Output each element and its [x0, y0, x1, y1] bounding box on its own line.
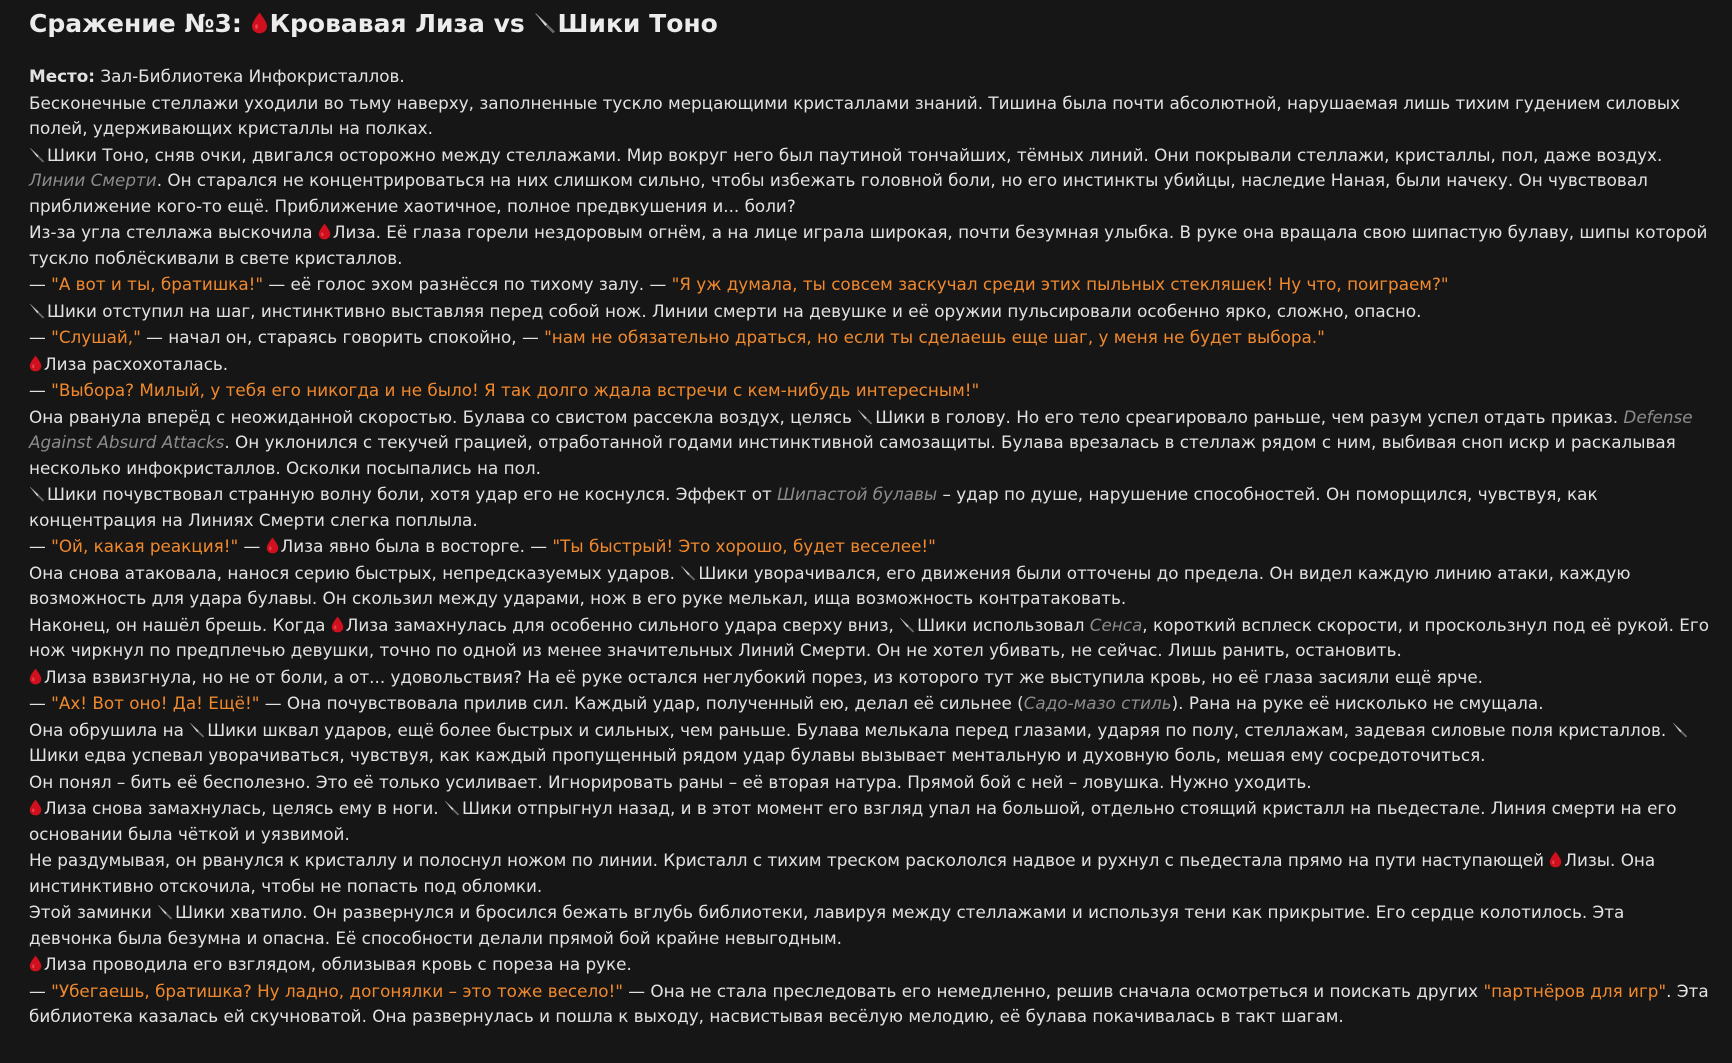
narration-text: Она рванула вперёд с неожиданной скоростью. Булава со свистом рассекла воздух, целясь [29, 406, 858, 427]
story-paragraph [29, 613, 1712, 664]
narration-text: — [29, 693, 52, 713]
location-label: Место: [29, 66, 95, 86]
story-paragraph [29, 220, 1712, 271]
ability-name: Шипастой булавы [777, 484, 938, 504]
story-paragraph [29, 665, 1712, 691]
blood-drop-icon [29, 668, 42, 685]
story-paragraph [29, 482, 1712, 533]
story-paragraph [29, 352, 1712, 378]
story-paragraph [29, 770, 1712, 796]
blood-drop-icon [29, 355, 42, 372]
narration-text: — её голос эхом разнёсся по тихому залу. — [263, 274, 672, 294]
narration-text: Лиза снова замахнулась, целясь ему в ноги. [44, 798, 444, 818]
narration-text: Лиза взвизгнула, но не от боли, а от... удовольствия? На её руке остался неглубокий порез, из которого тут же выступила кровь, но её глаза засияли ещё ярче. [44, 666, 1483, 687]
dialogue-quote: "Ты быстрый! Это хорошо, будет веселее!" [552, 536, 936, 556]
narration-text: Шики использовал [917, 614, 1090, 635]
blood-drop-icon [331, 616, 344, 633]
narration-text: . Он старался не концентрироваться на них слишком сильно, чтобы избежать головной боли, но его инстинкты убийцы, наследие Наная, были начеку. Он чувствовал приближение кого-то ещё. Приближение хаотичное, полное предвкушения и... боли? [29, 170, 1648, 216]
narration-text: Шики в голову. Но его тело среагировало раньше, чем разум успел отдать приказ. [875, 406, 1624, 427]
story-paragraph [29, 952, 1712, 978]
dialogue-quote: "нам не обязательно драться, но если ты сделаешь еще шаг, у меня не будет выбора." [544, 327, 1325, 347]
knife-icon [29, 303, 45, 319]
story-paragraph [29, 979, 1712, 1030]
blood-drop-icon [1549, 851, 1562, 868]
narration-text: . Эта библиотека казалась ей скучноватой. Она развернулась и пошла к выходу, насвистывая весёлую мелодию, её булава покачивалась в такт шагам. [29, 980, 1709, 1026]
narration-text: Зал-Библиотека Инфокристаллов. [95, 66, 405, 86]
title-prefix: Сражение №3: [29, 9, 242, 38]
story-paragraph [29, 718, 1712, 769]
dialogue-quote: "Выбора? Милый, у тебя его никогда и не было! Я так долго ждала встречи с кем-нибудь интересным!" [51, 380, 980, 400]
story-paragraph [29, 691, 1712, 717]
narration-text: Лиза проводила его взглядом, облизывая кровь с пореза на руке. [44, 954, 632, 974]
narration-text: Лиза расхохоталась. [44, 353, 229, 374]
story-paragraph [29, 272, 1712, 298]
knife-icon [157, 904, 173, 920]
dialogue-quote: "Ах! Вот оно! Да! Ещё!" [51, 693, 260, 713]
narration-text: Шики хватило. Он развернулся и бросился бежать вглубь библиотеки, лавируя между стеллажами и используя тени как прикрытие. Его сердце колотилось. Эта девчонка была безумна и опасна. Её способности делали прямой бой крайне невыгодным. [29, 902, 1625, 948]
knife-icon [534, 12, 556, 34]
knife-icon [899, 617, 915, 633]
narration-text: Он понял – бить её бесполезно. Это её только усиливает. Игнорировать раны – её вторая натура. Прямой бой с ней – ловушка. Нужно уходить. [29, 771, 1312, 792]
ability-name: Сенса [1089, 614, 1143, 635]
dialogue-quote: "партнёров для игр" [1483, 980, 1667, 1001]
story-paragraph [29, 325, 1712, 351]
story-paragraph [29, 143, 1712, 220]
ability-name: Линии Смерти [29, 170, 157, 190]
story-paragraph [29, 91, 1712, 142]
battle-title [29, 8, 1712, 40]
narration-text: Не раздумывая, он рванулся к кристаллу и полоснул ножом по линии. Кристалл с тихим треском раскололся надвое и рухнул с пьедестала прямо на пути наступающей [29, 850, 1550, 870]
blood-drop-icon [318, 223, 331, 240]
narration-text: Шики почувствовал странную волну боли, хотя удар его не коснулся. Эффект от [47, 484, 778, 504]
knife-icon [444, 800, 460, 816]
narration-text: — [29, 274, 52, 294]
narration-text: — [29, 980, 52, 1001]
story-paragraph [29, 378, 1712, 404]
story-paragraph [29, 299, 1712, 325]
narration-text: Шики шквал ударов, ещё более быстрых и сильных, чем раньше. Булава мелькала перед глазами, ударяя по полу, стеллажам, задевая силовые поля кристаллов. [207, 719, 1672, 740]
dialogue-quote: "Слушай," [51, 327, 141, 347]
fighter-shiki-name: Шики Тоно [557, 9, 718, 38]
narration-text: — Она почувствовала прилив сил. Каждый удар, полученный ею, делал её сильнее ( [259, 693, 1024, 713]
narration-text: Лиза. Её глаза горели нездоровым огнём, а на лице играла широкая, почти безумная улыбка. В руке она вращала свою шипастую булаву, шипы которой тускло поблёскивали в свете кристаллов. [29, 222, 1708, 268]
narration-text: Шики отступил на шаг, инстинктивно выставляя перед собой нож. Линии смерти на девушке и её оружии пульсировали особенно ярко, сложно, опасно. [47, 300, 1422, 321]
narration-text: — [29, 380, 52, 400]
narration-text: . Он уклонился с текучей грацией, отработанной годами инстинктивной самозащиты. Булава врезалась в стеллаж рядом с ним, выбивая сноп искр и раскалывая несколько инфокристаллов. Осколки посыпались на пол. [29, 432, 1676, 478]
ability-name: Defense Against Absurd Attacks [29, 406, 1693, 452]
blood-drop-icon [29, 799, 42, 816]
dialogue-quote: "Убегаешь, братишка? Ну ладно, догонялки – это тоже весело!" [51, 980, 623, 1001]
narration-text: — начал он, стараясь говорить спокойно, — [140, 327, 545, 347]
knife-icon [29, 147, 45, 163]
knife-icon [189, 722, 205, 738]
narration-text: Лизы. Она инстинктивно отскочила, чтобы не попасть под обломки. [29, 850, 1656, 896]
narration-text: Шики Тоно, сняв очки, двигался осторожно между стеллажами. Мир вокруг него был паутиной тончайших, тёмных линий. Они покрывали стеллажи, кристаллы, пол, даже воздух. [47, 144, 1663, 165]
story-paragraph [29, 796, 1712, 847]
story-paragraph [29, 848, 1712, 899]
narration-text: Шики едва успевал уворачиваться, чувствуя, как каждый пропущенный рядом удар булавы вызывает ментальную и духовную боль, мешая ему сосредоточиться. [29, 745, 1486, 765]
narration-text: Шики уворачивался, его движения были отточены до предела. Он видел каждую линию атаки, каждую возможность для удара булавы. Он скользил между ударами, нож в его руке мелькал, ища возможность контратаковать. [29, 562, 1631, 608]
dialogue-quote: "А вот и ты, братишка!" [51, 274, 264, 294]
narration-text: Она обрушила на [29, 719, 190, 740]
narration-text: Наконец, он нашёл брешь. Когда [29, 614, 331, 635]
story-paragraph [29, 405, 1712, 482]
story-paragraph [29, 561, 1712, 612]
ability-name: Садо-мазо стиль [1023, 693, 1172, 713]
dialogue-quote: "Я уж думала, ты совсем заскучал среди этих пыльных стекляшек! Ну что, поиграем?" [671, 274, 1449, 294]
fighter-lisa-name: Кровавая Лиза [269, 9, 485, 38]
narration-text: — Она не стала преследовать его немедленно, решив сначала осмотреться и поискать других [622, 980, 1484, 1001]
story-paragraph [29, 900, 1712, 951]
narration-text: Она снова атаковала, нанося серию быстрых, непредсказуемых ударов. [29, 562, 681, 583]
knife-icon [1672, 722, 1688, 738]
blood-drop-icon [266, 537, 279, 554]
knife-icon [680, 565, 696, 581]
knife-icon [857, 409, 873, 425]
narration-text: — [238, 536, 266, 556]
dialogue-quote: "Ой, какая реакция!" [51, 536, 239, 556]
narration-text: – удар по душе, нарушение способностей. Он поморщился, чувствуя, как концентрация на Линиях Смерти слегка поплыла. [29, 484, 1598, 530]
narration-text: Бесконечные стеллажи уходили во тьму наверху, заполненные тускло мерцающими кристаллами знаний. Тишина была почти абсолютной, нарушаемая лишь тихим гудением силовых полей, удерживающих кристаллы на полках. [29, 92, 1681, 138]
blood-drop-icon [29, 955, 42, 972]
narration-text: ). Рана на руке её нисколько не смущала. [1171, 693, 1544, 713]
title-vs: vs [493, 9, 525, 38]
blood-drop-icon [251, 12, 268, 34]
knife-icon [29, 486, 45, 502]
narration-text: Шики отпрыгнул назад, и в этот момент его взгляд упал на большой, отдельно стоящий кристалл на пьедестале. Линия смерти на его основании была чёткой и уязвимой. [29, 798, 1677, 844]
narration-text: — [29, 536, 52, 556]
battle-story [29, 64, 1712, 1030]
narration-text: Лиза явно была в восторге. — [280, 536, 553, 556]
narration-text: Лиза замахнулась для особенно сильного удара сверху вниз, [345, 614, 900, 635]
narration-text: , короткий всплеск скорости, и проскользнул под её рукой. Его нож чиркнул по предплечью девушки, точно по одной из менее значительных Линий Смерти. Он не хотел убивать, не сейчас. Лишь ранить, остановить. [29, 614, 1709, 660]
narration-text: Этой заминки [29, 902, 158, 922]
story-paragraph [29, 534, 1712, 560]
narration-text: Из-за угла стеллажа выскочила [29, 222, 318, 242]
story-paragraph [29, 64, 1712, 90]
narration-text: — [29, 327, 52, 347]
